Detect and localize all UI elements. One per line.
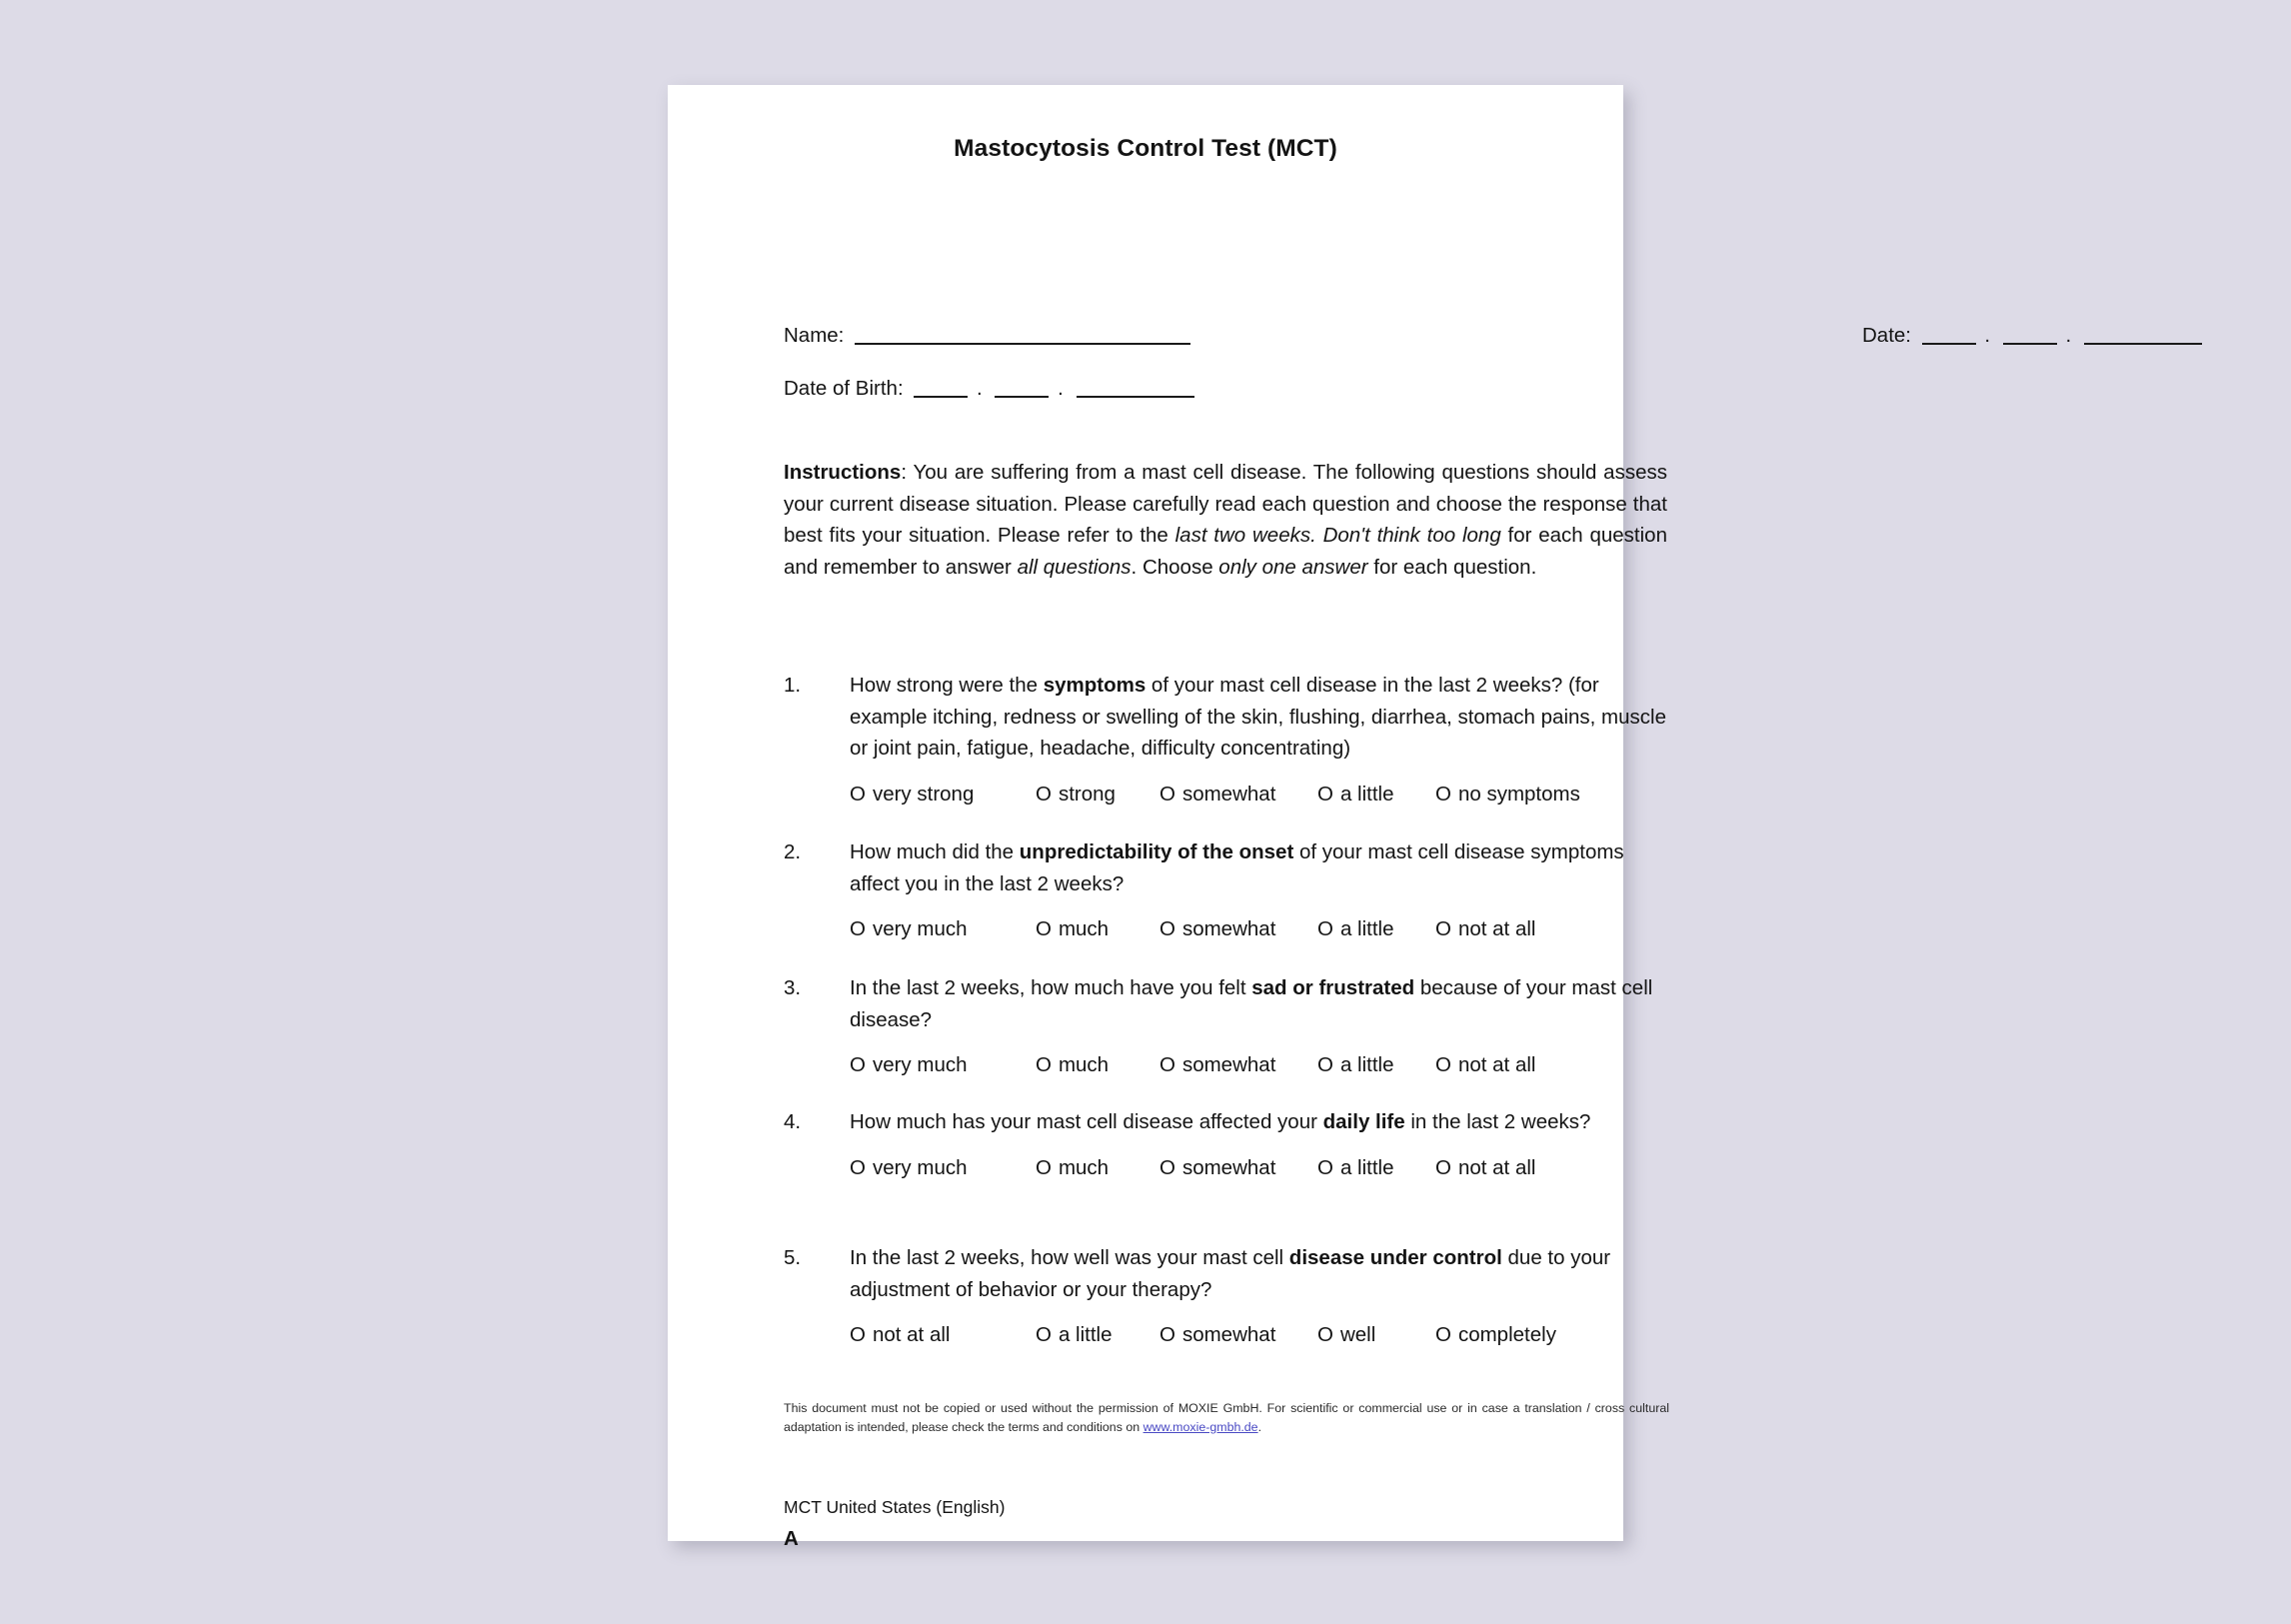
copyright-text-before: This document must not be copied or used without the permission of MOXIE GmbH. For scientific or commercial use or in case a translation / cross cultural adaptation is intended, please check the terms and conditions on xyxy=(784,1401,1669,1434)
question-3-option-2-label: much xyxy=(1058,1053,1110,1076)
radio-bubble-icon: O xyxy=(1036,917,1052,940)
question-3-header xyxy=(784,972,1667,1035)
question-2-option-1-label: very much xyxy=(872,917,968,940)
dob-separator-1: . xyxy=(977,377,983,400)
question-2-text-after: of your mast cell disease symptoms affect you in the last 2 weeks? xyxy=(850,840,1624,895)
question-4-text xyxy=(850,1110,1590,1133)
question-2-option-1[interactable] xyxy=(850,915,1036,943)
question-4-option-1-label: very much xyxy=(872,1155,968,1179)
question-3-number: 3. xyxy=(784,976,802,999)
dob-month-blank[interactable] xyxy=(995,396,1049,398)
question-4-option-2[interactable] xyxy=(1036,1154,1159,1182)
radio-bubble-icon: O xyxy=(850,1053,866,1076)
instructions-emphasis-1: last two weeks. Don't think too long xyxy=(1174,524,1501,547)
question-5-option-3[interactable] xyxy=(1159,1321,1317,1349)
question-5-option-1[interactable] xyxy=(850,1321,1036,1349)
question-5-option-5-label: completely xyxy=(1457,1323,1556,1346)
question-2-text xyxy=(850,840,1624,895)
question-3-option-3[interactable] xyxy=(1159,1051,1317,1079)
question-1-option-1-label: very strong xyxy=(872,782,975,806)
question-2-header xyxy=(784,836,1667,899)
question-3-option-2[interactable] xyxy=(1036,1051,1159,1079)
date-field-row xyxy=(1862,324,2204,348)
name-label: Name: xyxy=(784,324,845,347)
locale-version-line: MCT United States (English) xyxy=(784,1497,1006,1517)
page-title: Mastocytosis Control Test (MCT) xyxy=(954,135,1337,162)
question-4-text-before: How much has your mast cell disease affected your xyxy=(850,1110,1323,1133)
moxie-website-link[interactable]: www.moxie-gmbh.de xyxy=(1143,1420,1258,1434)
question-4-option-3[interactable] xyxy=(1159,1154,1317,1182)
question-2-option-2-label: much xyxy=(1058,917,1110,940)
question-4-option-4-label: a little xyxy=(1339,1155,1394,1179)
instructions-paragraph xyxy=(784,457,1667,583)
radio-bubble-icon: O xyxy=(1036,1053,1052,1076)
date-month-blank[interactable] xyxy=(2003,343,2057,345)
question-4 xyxy=(784,1106,1667,1182)
instructions-text-3: . Choose xyxy=(1131,555,1219,579)
question-5-option-2[interactable] xyxy=(1036,1321,1159,1349)
question-5-text-before: In the last 2 weeks, how well was your mast cell xyxy=(850,1246,1289,1269)
question-1-text-after: of your mast cell disease in the last 2 weeks? (for example itching, redness or swelling of the skin, flushing, diarrhea, stomach pains, muscle or joint pain, fatigue, headache, difficulty concentrating) xyxy=(850,674,1666,760)
question-1-emphasis: symptoms xyxy=(1043,674,1146,697)
question-2-option-3[interactable] xyxy=(1159,915,1317,943)
radio-bubble-icon: O xyxy=(1317,1053,1333,1076)
instructions-colon: : xyxy=(901,461,914,484)
question-5-option-5[interactable] xyxy=(1435,1321,1556,1349)
radio-bubble-icon: O xyxy=(850,917,866,940)
radio-bubble-icon: O xyxy=(1317,782,1333,806)
radio-bubble-icon: O xyxy=(1036,1155,1052,1179)
question-4-text-after: in the last 2 weeks? xyxy=(1404,1110,1591,1133)
radio-bubble-icon: O xyxy=(1036,782,1052,806)
question-5-option-1-label: not at all xyxy=(872,1323,951,1346)
dob-year-blank[interactable] xyxy=(1077,396,1194,398)
date-year-blank[interactable] xyxy=(2084,343,2202,345)
question-1-option-2[interactable] xyxy=(1036,781,1159,809)
radio-bubble-icon: O xyxy=(1435,917,1451,940)
question-5-option-4-label: well xyxy=(1339,1323,1376,1346)
question-2-options xyxy=(784,915,1667,943)
radio-bubble-icon: O xyxy=(1317,1155,1333,1179)
radio-bubble-icon: O xyxy=(1435,782,1451,806)
question-3-option-3-label: somewhat xyxy=(1181,1053,1276,1076)
question-1-header xyxy=(784,670,1667,765)
date-separator-1: . xyxy=(1984,324,1991,347)
question-2-option-2[interactable] xyxy=(1036,915,1159,943)
question-1 xyxy=(784,670,1667,809)
question-1-options xyxy=(784,781,1667,809)
question-2-option-4[interactable] xyxy=(1317,915,1435,943)
question-1-text xyxy=(850,674,1666,760)
question-3-text-after: because of your mast cell disease? xyxy=(850,976,1653,1031)
question-3-option-4-label: a little xyxy=(1339,1053,1394,1076)
question-5-options xyxy=(784,1321,1667,1349)
instructions-text-4: for each question. xyxy=(1367,555,1537,579)
question-2-option-5[interactable] xyxy=(1435,915,1535,943)
question-5-text-after: due to your adjustment of behavior or your therapy? xyxy=(850,1246,1611,1301)
name-input-blank[interactable] xyxy=(855,343,1190,345)
question-4-option-2-label: much xyxy=(1058,1155,1110,1179)
question-2 xyxy=(784,836,1667,943)
radio-bubble-icon: O xyxy=(850,1323,866,1346)
question-5-number: 5. xyxy=(784,1246,802,1269)
question-3 xyxy=(784,972,1667,1079)
instructions-text-1: You are suffering from a mast cell disease. The following questions should assess your current disease situation. Please carefully read each question and choose the response that best fits your situation. Please refer to the xyxy=(784,461,1667,547)
question-5-option-3-label: somewhat xyxy=(1181,1323,1276,1346)
question-4-option-1[interactable] xyxy=(850,1154,1036,1182)
radio-bubble-icon: O xyxy=(1435,1155,1451,1179)
question-2-option-3-label: somewhat xyxy=(1181,917,1276,940)
radio-bubble-icon: O xyxy=(1435,1053,1451,1076)
question-1-option-1[interactable] xyxy=(850,781,1036,809)
question-3-option-5-label: not at all xyxy=(1457,1053,1536,1076)
question-5-option-2-label: a little xyxy=(1058,1323,1113,1346)
dob-field-row xyxy=(784,377,1196,401)
date-label: Date: xyxy=(1862,324,1911,347)
question-3-option-4[interactable] xyxy=(1317,1051,1435,1079)
question-3-option-1[interactable] xyxy=(850,1051,1036,1079)
radio-bubble-icon: O xyxy=(1159,1155,1175,1179)
question-4-option-5-label: not at all xyxy=(1457,1155,1536,1179)
question-5 xyxy=(784,1242,1667,1349)
question-2-option-4-label: a little xyxy=(1339,917,1394,940)
instructions-label: Instructions xyxy=(784,461,902,484)
name-field-row xyxy=(784,324,1192,348)
question-4-number: 4. xyxy=(784,1110,802,1133)
question-1-option-4[interactable] xyxy=(1317,781,1435,809)
question-4-option-4[interactable] xyxy=(1317,1154,1435,1182)
dob-label: Date of Birth: xyxy=(784,377,904,400)
date-separator-2: . xyxy=(2065,324,2072,347)
instructions-emphasis-2: all questions xyxy=(1017,555,1132,579)
question-4-option-5[interactable] xyxy=(1435,1154,1535,1182)
question-1-option-4-label: a little xyxy=(1339,782,1394,806)
radio-bubble-icon: O xyxy=(1159,782,1175,806)
copyright-notice xyxy=(784,1399,1669,1437)
question-4-options xyxy=(784,1154,1667,1182)
question-1-option-3-label: somewhat xyxy=(1181,782,1276,806)
question-2-option-5-label: not at all xyxy=(1457,917,1536,940)
question-1-option-2-label: strong xyxy=(1058,782,1116,806)
dob-day-blank[interactable] xyxy=(914,396,968,398)
radio-bubble-icon: O xyxy=(1317,1323,1333,1346)
question-5-option-4[interactable] xyxy=(1317,1321,1435,1349)
radio-bubble-icon: O xyxy=(1317,917,1333,940)
version-letter: A xyxy=(784,1527,799,1550)
question-2-text-before: How much did the xyxy=(850,840,1020,863)
radio-bubble-icon: O xyxy=(1159,1053,1175,1076)
radio-bubble-icon: O xyxy=(1159,1323,1175,1346)
radio-bubble-icon: O xyxy=(850,1155,866,1179)
question-5-header xyxy=(784,1242,1667,1305)
question-3-text-before: In the last 2 weeks, how much have you felt xyxy=(850,976,1252,999)
question-3-option-1-label: very much xyxy=(872,1053,968,1076)
question-5-text xyxy=(850,1246,1610,1301)
copyright-text-after: . xyxy=(1257,1420,1262,1434)
question-2-number: 2. xyxy=(784,840,802,863)
instructions-text-2: for each question and remember to answer xyxy=(784,524,1667,579)
radio-bubble-icon: O xyxy=(1036,1323,1052,1346)
instructions-emphasis-3: only one answer xyxy=(1218,555,1368,579)
question-4-option-3-label: somewhat xyxy=(1181,1155,1276,1179)
question-1-text-before: How strong were the xyxy=(850,674,1044,697)
radio-bubble-icon: O xyxy=(1159,917,1175,940)
radio-bubble-icon: O xyxy=(1435,1323,1451,1346)
question-1-option-5-label: no symptoms xyxy=(1457,782,1580,806)
question-3-emphasis: sad or frustrated xyxy=(1251,976,1415,999)
question-5-emphasis: disease under control xyxy=(1288,1246,1502,1269)
question-3-option-5[interactable] xyxy=(1435,1051,1535,1079)
radio-bubble-icon: O xyxy=(850,782,866,806)
question-2-emphasis: unpredictability of the onset xyxy=(1019,840,1294,863)
question-1-number: 1. xyxy=(784,674,802,697)
dob-separator-2: . xyxy=(1058,377,1064,400)
document-page xyxy=(668,85,2072,1550)
date-day-blank[interactable] xyxy=(1922,343,1976,345)
question-4-emphasis: daily life xyxy=(1322,1110,1405,1133)
question-3-options xyxy=(784,1051,1667,1079)
question-1-option-3[interactable] xyxy=(1159,781,1317,809)
question-4-header xyxy=(784,1106,1667,1138)
question-1-option-5[interactable] xyxy=(1435,781,1580,809)
question-3-text xyxy=(850,976,1652,1031)
